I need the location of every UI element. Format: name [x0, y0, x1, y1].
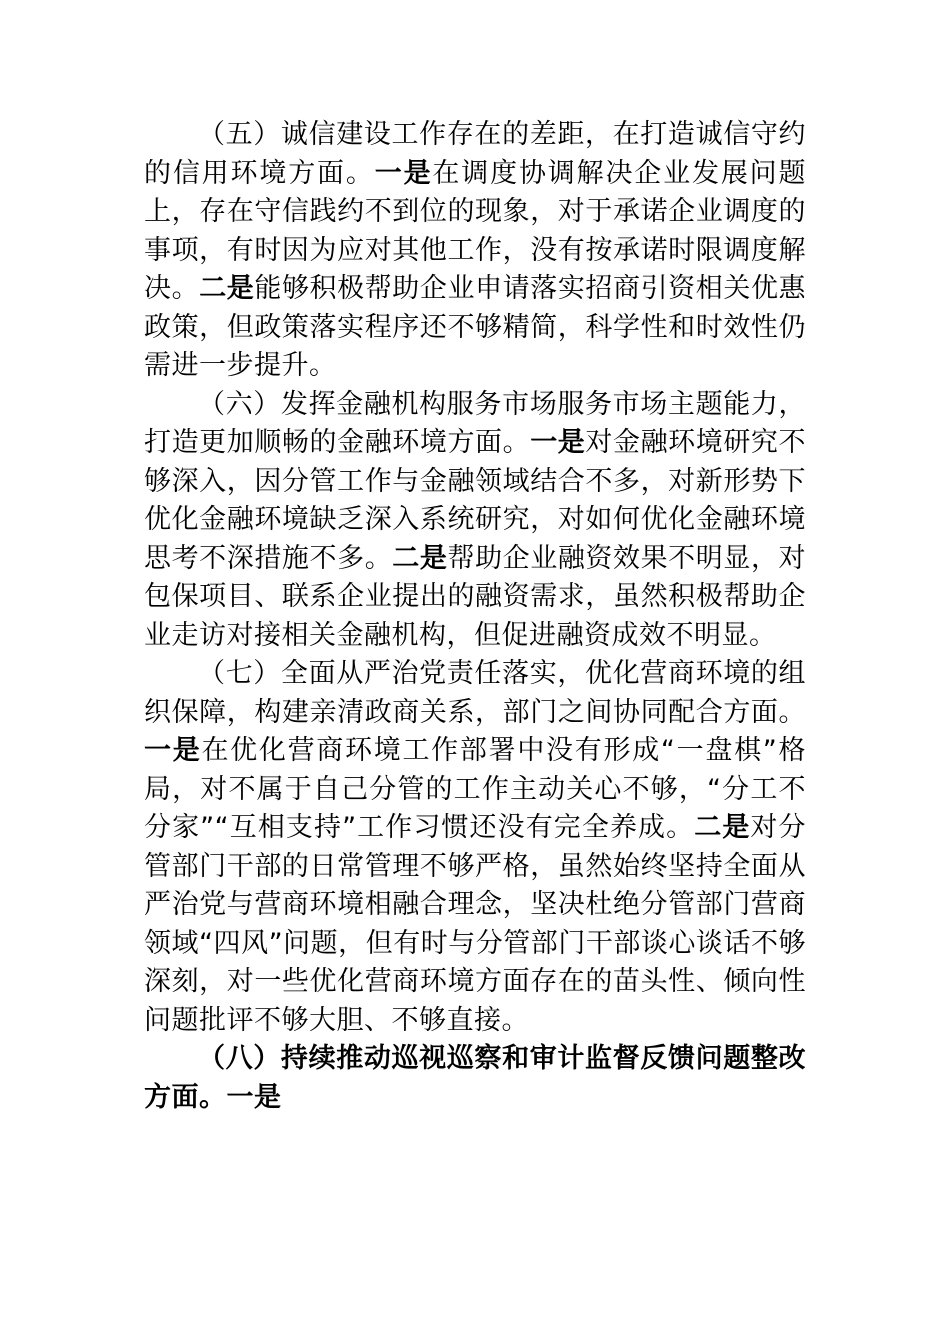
point-label-two: 二是 [694, 812, 751, 843]
document-body [144, 116, 806, 1117]
paragraph-text: 对分管部门干部的日常管理不够严格，虽然始终坚持全面从严治党与营商环境相融合理念，坚决杜绝分管部门营商领域“四风”问题，但有时与分管部门干部谈心谈话不够深刻，对一些优化营商环境方面存在的苗头性、倾向性问题批评不够大胆、不够直接。 [144, 812, 807, 1036]
point-label-two: 二是 [392, 542, 448, 574]
paragraph-text: （五）诚信建设工作存在的差距，在打造诚信守约的信用环境方面。 [144, 119, 806, 189]
paragraph-finance [144, 386, 806, 656]
point-label-one: 一是 [530, 427, 586, 458]
point-label-one: 一是 [374, 157, 433, 189]
point-label-two: 二是 [199, 273, 255, 304]
paragraph-text: 能够积极帮助企业申请落实招商引资相关优惠政策，但政策落实程序还不够精简，科学性和时效性仍需进一步提升。 [144, 273, 807, 381]
paragraph-heading-text: （八）持续推动巡视巡察和审计监督反馈问题整改方面。一是 [144, 1043, 806, 1113]
paragraph-text: 在优化营商环境工作部署中没有形成“一盘棋”格局，对不属于自己分管的工作主动关心不够，“分工不分家”“互相支持”工作习惯还没有完全养成。 [144, 735, 806, 843]
paragraph-party-governance [144, 655, 806, 1040]
paragraph-text: 对金融环境研究不够深入，因分管工作与金融领域结合不多，对新形势下优化金融环境缺乏深入系统研究，对如何优化金融环境思考不深措施不多。 [144, 427, 807, 574]
point-label-one: 一是 [144, 735, 202, 766]
paragraph-text: 帮助企业融资效果不明显，对包保项目、联系企业提出的融资需求，虽然积极帮助企业走访对接相关金融机构，但促进融资成效不明显。 [144, 542, 807, 651]
paragraph-text: （六）发挥金融机构服务市场服务市场主题能力，打造更加顺畅的金融环境方面。 [144, 388, 806, 458]
paragraph-inspection-rectification [144, 1040, 806, 1117]
paragraph-text: 在调度协调解决企业发展问题上，存在守信践约不到位的现象，对于承诺企业调度的事项，有时因为应对其他工作，没有按承诺时限调度解决。 [144, 157, 807, 304]
paragraph-integrity [144, 116, 806, 386]
paragraph-text: （七）全面从严治党责任落实，优化营商环境的组织保障，构建亲清政商关系，部门之间协同配合方面。 [144, 658, 806, 728]
